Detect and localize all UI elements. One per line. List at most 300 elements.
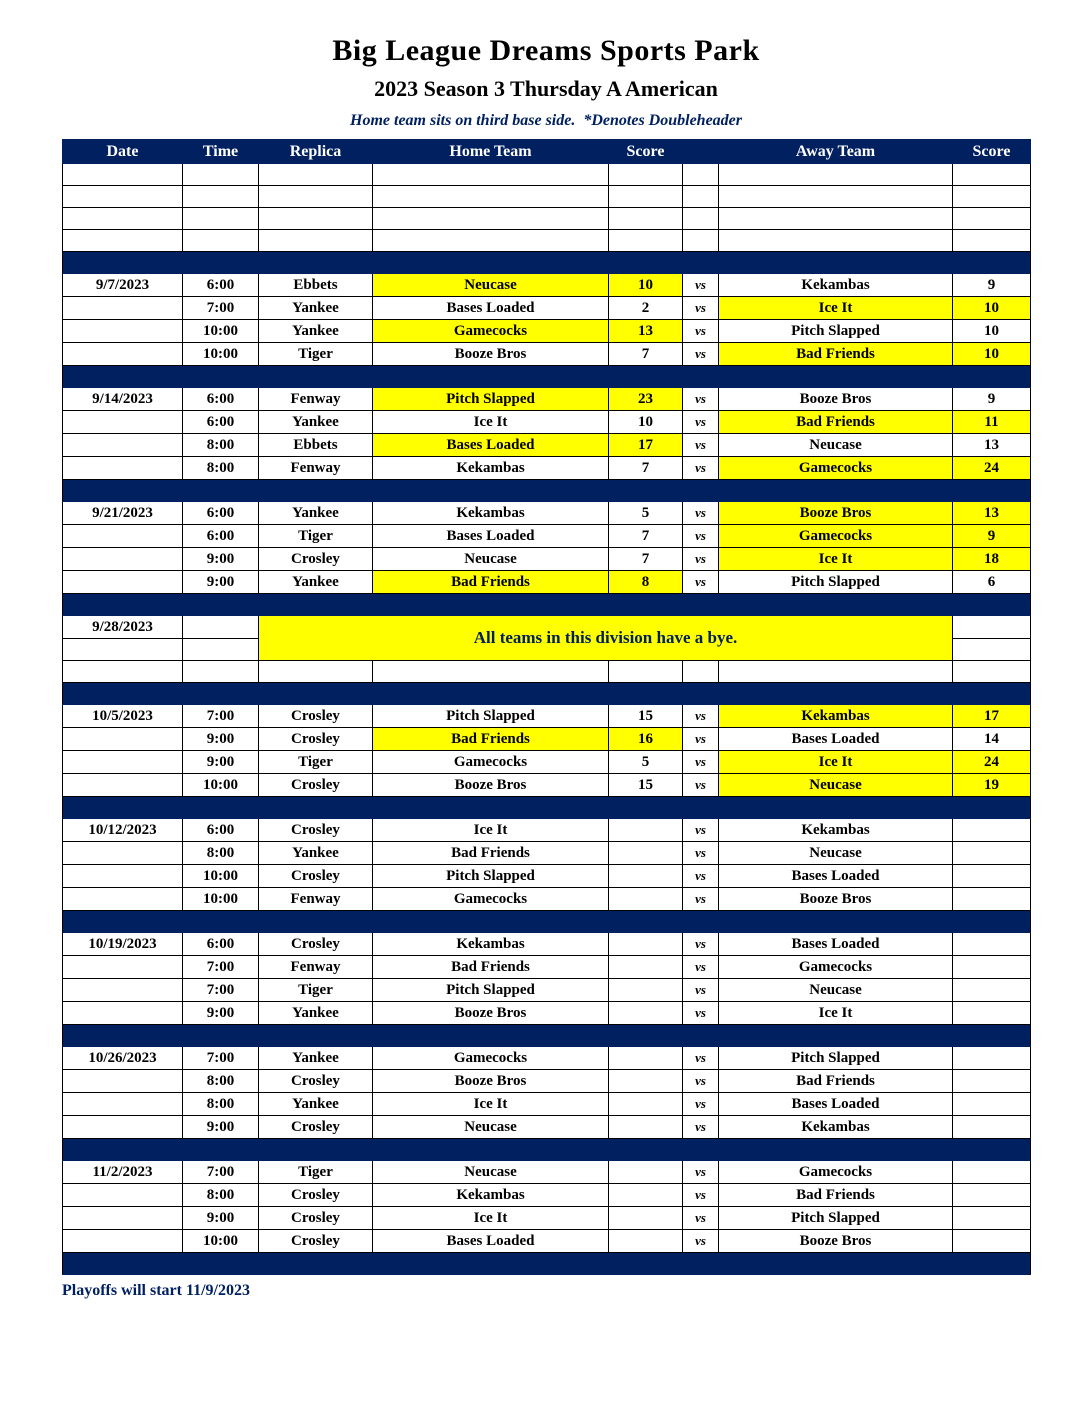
empty-cell: [719, 661, 953, 683]
time-cell: 7:00: [183, 1161, 259, 1184]
week-separator-row: [63, 797, 1031, 819]
replica-cell: Yankee: [259, 1047, 373, 1070]
home-team-cell: Gamecocks: [373, 1047, 609, 1070]
home-score-cell: 15: [609, 705, 683, 728]
empty-cell: [953, 661, 1031, 683]
away-score-cell: 19: [953, 774, 1031, 797]
time-cell: 7:00: [183, 297, 259, 320]
empty-cell: [719, 208, 953, 230]
empty-row: [63, 661, 1031, 683]
away-team-cell: Ice It: [719, 751, 953, 774]
page-subtitle: 2023 Season 3 Thursday A American: [374, 76, 718, 101]
away-team-cell: Kekambas: [719, 705, 953, 728]
empty-cell: [63, 230, 183, 252]
home-team-cell: Gamecocks: [373, 320, 609, 343]
replica-cell: Crosley: [259, 774, 373, 797]
empty-cell: [953, 164, 1031, 186]
away-team-cell: Ice It: [719, 297, 953, 320]
empty-cell: [63, 571, 183, 594]
vs-cell: vs: [683, 1070, 719, 1093]
home-score-cell: 5: [609, 751, 683, 774]
time-cell: 6:00: [183, 274, 259, 297]
game-row: [63, 411, 1031, 434]
empty-cell: [63, 297, 183, 320]
week-separator-band: [63, 366, 1031, 388]
home-team-cell: Ice It: [373, 819, 609, 842]
away-team-cell: Kekambas: [719, 1116, 953, 1139]
date-cell: 10/12/2023: [63, 819, 183, 842]
away-score-cell: [953, 933, 1031, 956]
game-row: [63, 774, 1031, 797]
empty-cell: [63, 1230, 183, 1253]
away-score-cell: [953, 888, 1031, 911]
header-home-score: Score: [609, 140, 683, 164]
replica-cell: Yankee: [259, 571, 373, 594]
away-score-cell: [953, 1093, 1031, 1116]
replica-cell: Yankee: [259, 502, 373, 525]
time-cell: 10:00: [183, 888, 259, 911]
empty-cell: [63, 774, 183, 797]
time-cell: 9:00: [183, 751, 259, 774]
time-cell: 6:00: [183, 525, 259, 548]
away-score-cell: [953, 1230, 1031, 1253]
game-row: [63, 457, 1031, 480]
away-team-cell: Bad Friends: [719, 411, 953, 434]
empty-cell: [63, 888, 183, 911]
home-score-cell: [609, 1093, 683, 1116]
home-score-cell: [609, 1002, 683, 1025]
vs-cell: vs: [683, 751, 719, 774]
game-row: [63, 842, 1031, 865]
home-score-cell: [609, 1047, 683, 1070]
vs-cell: vs: [683, 1047, 719, 1070]
empty-cell: [63, 548, 183, 571]
empty-cell: [183, 164, 259, 186]
away-team-cell: Pitch Slapped: [719, 320, 953, 343]
week-separator-band: [63, 911, 1031, 933]
empty-cell: [63, 661, 183, 683]
empty-cell: [63, 728, 183, 751]
home-team-cell: Bases Loaded: [373, 434, 609, 457]
away-team-cell: Booze Bros: [719, 888, 953, 911]
date-cell: 9/14/2023: [63, 388, 183, 411]
away-score-cell: [953, 1070, 1031, 1093]
away-score-cell: 14: [953, 728, 1031, 751]
empty-cell: [63, 320, 183, 343]
game-row: [63, 343, 1031, 366]
replica-cell: Yankee: [259, 842, 373, 865]
game-row: [63, 1093, 1031, 1116]
away-score-cell: [953, 865, 1031, 888]
game-row: [63, 979, 1031, 1002]
home-team-cell: Booze Bros: [373, 1002, 609, 1025]
away-score-cell: [953, 1207, 1031, 1230]
header-date: Date: [63, 140, 183, 164]
week-separator-row: [63, 683, 1031, 705]
away-score-cell: 10: [953, 343, 1031, 366]
empty-cell: [63, 865, 183, 888]
home-score-cell: [609, 1230, 683, 1253]
empty-cell: [609, 186, 683, 208]
page-title: Big League Dreams Sports Park: [332, 34, 760, 67]
replica-cell: Yankee: [259, 411, 373, 434]
home-score-cell: [609, 933, 683, 956]
week-separator-band: [63, 252, 1031, 274]
replica-cell: Crosley: [259, 705, 373, 728]
game-row: [63, 1207, 1031, 1230]
empty-cell: [683, 661, 719, 683]
home-score-cell: 2: [609, 297, 683, 320]
away-score-cell: [953, 842, 1031, 865]
home-score-cell: [609, 979, 683, 1002]
home-team-cell: Ice It: [373, 411, 609, 434]
time-cell: 7:00: [183, 1047, 259, 1070]
date-cell: 10/5/2023: [63, 705, 183, 728]
away-score-cell: [953, 1047, 1031, 1070]
away-team-cell: Gamecocks: [719, 956, 953, 979]
home-score-cell: 7: [609, 457, 683, 480]
game-row: [63, 728, 1031, 751]
game-row: [63, 274, 1031, 297]
vs-cell: vs: [683, 502, 719, 525]
empty-cell: [953, 639, 1031, 661]
header-away-team: Away Team: [719, 140, 953, 164]
home-team-cell: Pitch Slapped: [373, 388, 609, 411]
vs-cell: vs: [683, 274, 719, 297]
home-team-cell: Ice It: [373, 1207, 609, 1230]
empty-cell: [953, 186, 1031, 208]
replica-cell: Crosley: [259, 1116, 373, 1139]
home-score-cell: [609, 1161, 683, 1184]
away-score-cell: [953, 979, 1031, 1002]
replica-cell: Tiger: [259, 343, 373, 366]
bye-message: All teams in this division have a bye.: [259, 616, 953, 661]
time-cell: 9:00: [183, 1116, 259, 1139]
empty-cell: [953, 208, 1031, 230]
away-score-cell: 17: [953, 705, 1031, 728]
replica-cell: Fenway: [259, 388, 373, 411]
time-cell: 10:00: [183, 774, 259, 797]
vs-cell: vs: [683, 388, 719, 411]
away-team-cell: Bases Loaded: [719, 1093, 953, 1116]
empty-cell: [63, 1002, 183, 1025]
away-score-cell: [953, 1184, 1031, 1207]
away-score-cell: 9: [953, 274, 1031, 297]
away-team-cell: Bad Friends: [719, 1070, 953, 1093]
time-cell: 6:00: [183, 933, 259, 956]
week-separator-band: [63, 797, 1031, 819]
home-score-cell: 23: [609, 388, 683, 411]
empty-cell: [373, 186, 609, 208]
home-team-cell: Bad Friends: [373, 728, 609, 751]
time-cell: 6:00: [183, 819, 259, 842]
replica-cell: Tiger: [259, 979, 373, 1002]
home-team-cell: Pitch Slapped: [373, 865, 609, 888]
away-team-cell: Bases Loaded: [719, 865, 953, 888]
replica-cell: Fenway: [259, 956, 373, 979]
game-row: [63, 865, 1031, 888]
game-row: [63, 1161, 1031, 1184]
vs-cell: vs: [683, 774, 719, 797]
replica-cell: Ebbets: [259, 434, 373, 457]
home-team-cell: Neucase: [373, 548, 609, 571]
date-cell: 11/2/2023: [63, 1161, 183, 1184]
vs-cell: vs: [683, 1116, 719, 1139]
home-team-cell: Booze Bros: [373, 1070, 609, 1093]
away-score-cell: 6: [953, 571, 1031, 594]
replica-cell: Crosley: [259, 933, 373, 956]
empty-cell: [719, 230, 953, 252]
away-score-cell: 13: [953, 434, 1031, 457]
away-score-cell: 9: [953, 525, 1031, 548]
game-row: [63, 819, 1031, 842]
game-row: [63, 1230, 1031, 1253]
empty-cell: [683, 230, 719, 252]
vs-cell: vs: [683, 705, 719, 728]
away-team-cell: Booze Bros: [719, 388, 953, 411]
empty-cell: [609, 208, 683, 230]
replica-cell: Crosley: [259, 1207, 373, 1230]
replica-cell: Crosley: [259, 548, 373, 571]
time-cell: 9:00: [183, 728, 259, 751]
week-separator-row: [63, 911, 1031, 933]
home-team-cell: Pitch Slapped: [373, 705, 609, 728]
time-cell: 8:00: [183, 434, 259, 457]
time-cell: 10:00: [183, 343, 259, 366]
replica-cell: Tiger: [259, 751, 373, 774]
header-home-team: Home Team: [373, 140, 609, 164]
empty-cell: [183, 661, 259, 683]
empty-cell: [63, 186, 183, 208]
vs-cell: vs: [683, 842, 719, 865]
empty-cell: [63, 411, 183, 434]
away-score-cell: [953, 1002, 1031, 1025]
away-team-cell: Gamecocks: [719, 525, 953, 548]
empty-cell: [609, 230, 683, 252]
bye-row: [63, 616, 1031, 639]
game-row: [63, 1047, 1031, 1070]
home-team-cell: Bases Loaded: [373, 525, 609, 548]
week-separator-band: [63, 683, 1031, 705]
away-score-cell: [953, 956, 1031, 979]
empty-cell: [259, 208, 373, 230]
replica-cell: Fenway: [259, 457, 373, 480]
game-row: [63, 705, 1031, 728]
empty-cell: [63, 457, 183, 480]
vs-cell: vs: [683, 819, 719, 842]
date-cell: 9/7/2023: [63, 274, 183, 297]
away-score-cell: 9: [953, 388, 1031, 411]
week-separator-band: [63, 594, 1031, 616]
home-score-cell: 7: [609, 525, 683, 548]
week-separator-band: [63, 1025, 1031, 1047]
time-cell: 10:00: [183, 320, 259, 343]
replica-cell: Fenway: [259, 888, 373, 911]
header-time: Time: [183, 140, 259, 164]
away-team-cell: Ice It: [719, 548, 953, 571]
vs-cell: vs: [683, 956, 719, 979]
home-score-cell: 5: [609, 502, 683, 525]
empty-cell: [63, 208, 183, 230]
time-cell: 9:00: [183, 571, 259, 594]
empty-cell: [259, 230, 373, 252]
away-score-cell: 18: [953, 548, 1031, 571]
home-score-cell: 10: [609, 274, 683, 297]
away-team-cell: Booze Bros: [719, 502, 953, 525]
home-score-cell: 16: [609, 728, 683, 751]
away-team-cell: Ice It: [719, 1002, 953, 1025]
empty-row: [63, 186, 1031, 208]
date-cell: 9/21/2023: [63, 502, 183, 525]
empty-cell: [609, 164, 683, 186]
away-team-cell: Gamecocks: [719, 1161, 953, 1184]
week-separator-row: [63, 366, 1031, 388]
home-team-cell: Gamecocks: [373, 751, 609, 774]
empty-cell: [63, 525, 183, 548]
time-cell: 6:00: [183, 502, 259, 525]
home-score-cell: 17: [609, 434, 683, 457]
home-score-cell: [609, 819, 683, 842]
empty-cell: [373, 230, 609, 252]
replica-cell: Crosley: [259, 1230, 373, 1253]
empty-row: [63, 208, 1031, 230]
game-row: [63, 933, 1031, 956]
vs-cell: vs: [683, 548, 719, 571]
away-team-cell: Bad Friends: [719, 343, 953, 366]
away-team-cell: Pitch Slapped: [719, 571, 953, 594]
replica-cell: Tiger: [259, 1161, 373, 1184]
home-score-cell: [609, 888, 683, 911]
time-cell: 6:00: [183, 388, 259, 411]
empty-cell: [63, 842, 183, 865]
away-score-cell: [953, 819, 1031, 842]
empty-cell: [63, 751, 183, 774]
empty-cell: [183, 616, 259, 639]
replica-cell: Crosley: [259, 819, 373, 842]
home-score-cell: [609, 956, 683, 979]
vs-cell: vs: [683, 571, 719, 594]
week-separator-row: [63, 1139, 1031, 1161]
empty-cell: [609, 661, 683, 683]
empty-cell: [183, 230, 259, 252]
time-cell: 7:00: [183, 956, 259, 979]
vs-cell: vs: [683, 1093, 719, 1116]
time-cell: 7:00: [183, 979, 259, 1002]
time-cell: 8:00: [183, 457, 259, 480]
replica-cell: Yankee: [259, 1002, 373, 1025]
away-team-cell: Kekambas: [719, 274, 953, 297]
game-row: [63, 297, 1031, 320]
empty-cell: [953, 616, 1031, 639]
away-team-cell: Gamecocks: [719, 457, 953, 480]
away-score-cell: [953, 1116, 1031, 1139]
empty-cell: [373, 164, 609, 186]
game-row: [63, 888, 1031, 911]
empty-cell: [63, 1070, 183, 1093]
replica-cell: Crosley: [259, 1184, 373, 1207]
empty-cell: [719, 164, 953, 186]
home-team-cell: Ice It: [373, 1093, 609, 1116]
home-score-cell: [609, 865, 683, 888]
replica-cell: Tiger: [259, 525, 373, 548]
date-cell: 9/28/2023: [63, 616, 183, 639]
header-row: [63, 140, 1031, 164]
empty-cell: [63, 1207, 183, 1230]
vs-cell: vs: [683, 979, 719, 1002]
empty-cell: [183, 208, 259, 230]
header-vs: [683, 140, 719, 164]
replica-cell: Yankee: [259, 1093, 373, 1116]
time-cell: 9:00: [183, 1207, 259, 1230]
home-team-cell: Neucase: [373, 1116, 609, 1139]
empty-cell: [719, 186, 953, 208]
home-team-cell: Kekambas: [373, 933, 609, 956]
vs-cell: vs: [683, 525, 719, 548]
away-score-cell: 24: [953, 751, 1031, 774]
vs-cell: vs: [683, 1207, 719, 1230]
game-row: [63, 525, 1031, 548]
game-row: [63, 956, 1031, 979]
game-row: [63, 548, 1031, 571]
vs-cell: vs: [683, 865, 719, 888]
empty-cell: [259, 661, 373, 683]
date-cell: 10/26/2023: [63, 1047, 183, 1070]
game-row: [63, 1184, 1031, 1207]
week-separator-row: [63, 1025, 1031, 1047]
week-separator-row: [63, 594, 1031, 616]
empty-cell: [63, 164, 183, 186]
home-team-cell: Bases Loaded: [373, 1230, 609, 1253]
home-team-cell: Kekambas: [373, 457, 609, 480]
vs-cell: vs: [683, 411, 719, 434]
home-team-cell: Bad Friends: [373, 571, 609, 594]
empty-cell: [259, 186, 373, 208]
empty-cell: [183, 186, 259, 208]
home-team-cell: Booze Bros: [373, 774, 609, 797]
empty-row: [63, 164, 1031, 186]
home-score-cell: 7: [609, 548, 683, 571]
time-cell: 8:00: [183, 842, 259, 865]
empty-cell: [63, 434, 183, 457]
home-team-cell: Neucase: [373, 274, 609, 297]
vs-cell: vs: [683, 457, 719, 480]
game-row: [63, 571, 1031, 594]
home-score-cell: 8: [609, 571, 683, 594]
home-team-cell: Kekambas: [373, 502, 609, 525]
home-team-cell: Bad Friends: [373, 956, 609, 979]
away-team-cell: Neucase: [719, 979, 953, 1002]
empty-cell: [373, 208, 609, 230]
home-score-cell: [609, 842, 683, 865]
empty-cell: [683, 164, 719, 186]
home-score-cell: 13: [609, 320, 683, 343]
replica-cell: Yankee: [259, 320, 373, 343]
vs-cell: vs: [683, 343, 719, 366]
empty-cell: [63, 956, 183, 979]
home-score-cell: 10: [609, 411, 683, 434]
week-separator-row: [63, 252, 1031, 274]
time-cell: 8:00: [183, 1184, 259, 1207]
week-separator-band: [63, 480, 1031, 502]
schedule-body: [63, 164, 1031, 1275]
date-cell: 10/19/2023: [63, 933, 183, 956]
replica-cell: Ebbets: [259, 274, 373, 297]
empty-cell: [259, 164, 373, 186]
home-team-cell: Bases Loaded: [373, 297, 609, 320]
empty-cell: [63, 1116, 183, 1139]
time-cell: 6:00: [183, 411, 259, 434]
replica-cell: Crosley: [259, 865, 373, 888]
